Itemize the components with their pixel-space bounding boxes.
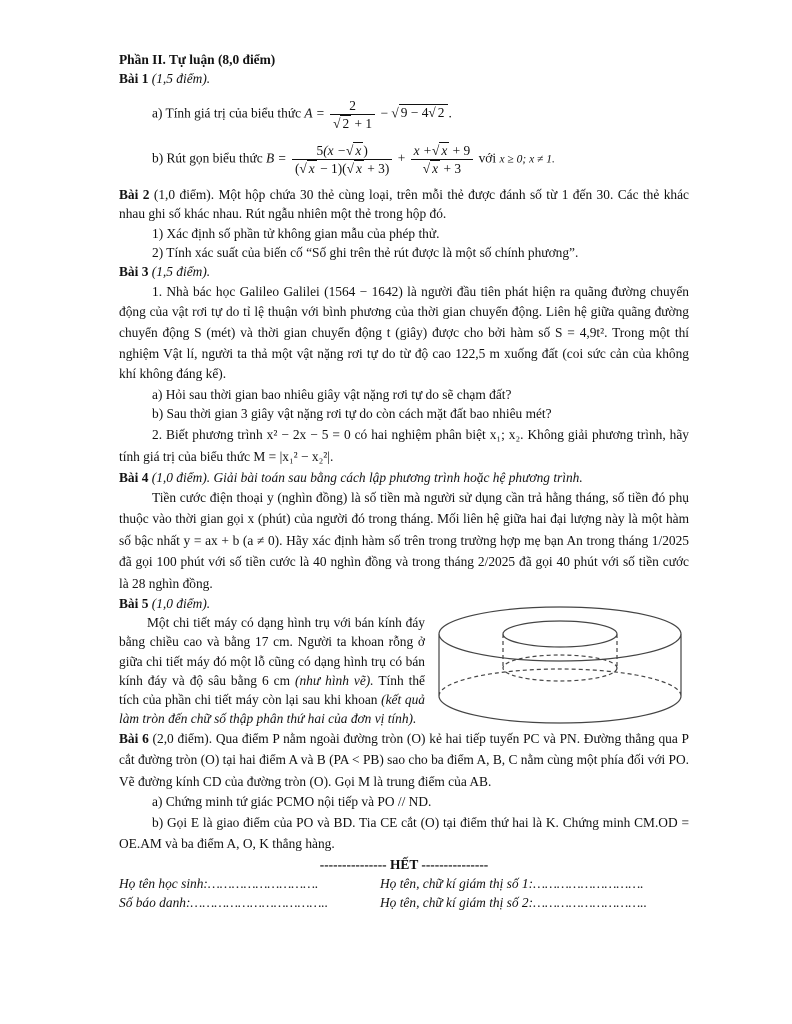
exam-page xyxy=(119,50,689,913)
bai6-qa: a) Chứng minh tứ giác PCMO nội tiếp và PO // ND. xyxy=(152,794,432,810)
bai2-q2: 2) Tính xác suất của biến cố “Số ghi trên thẻ rút được là một số chính phương”. xyxy=(152,245,579,261)
outer-bottom-back xyxy=(439,669,681,696)
bai5-text: Bài 5 (1,0 điểm). Một chi tiết máy có dạng hình trụ với bán kính đáy bằng chiều cao và bằng 17 cm. Người ta khoan rỗng ở giữa chi tiết máy đó một lỗ cũng có dạng hình trụ có bán kính đáy và độ sâu bằng 6 cm (như hình vẽ). Tính thể tích của phần chi tiết máy còn lại sau khi khoan (kết quả làm tròn đến chữ số thập phân thứ hai của đơn vị tính). xyxy=(119,596,425,727)
bai4-body: Tiền cước điện thoại y (nghìn đồng) là số tiền mà người sử dụng cần trả hằng tháng, số tiền đó phụ thuộc vào thời gian gọi x (phút) của người đó trong tháng. Mối liên hệ giữa hai đại lượng này là một hàm số bậc nhất y = ax + b (a ≠ 0). Hãy xác định hàm số trên trong trường hợp mẹ bạn An trong tháng 1/2025 đã gọi 100 phút với số tiền cước là 40 nghìn đồng và trong tháng 2/2025 đã gọi 40 phút với số tiền cước là 28 nghìn đồng. xyxy=(119,490,689,591)
bai3-p2: 2. Biết phương trình x² − 2x − 5 = 0 có hai nghiệm phân biệt x₁; x₂. Không giải phương trình, hãy tính giá trị của biểu thức M = |x₁² − x₂²|. xyxy=(119,426,689,464)
b-fraction-2: $\frac{x +√ x + 9}{√ x + 3}$ xyxy=(411,142,474,177)
bai6-qb: b) Gọi E là giao điểm của PO và BD. Tia CE cắt (O) tại điểm thứ hai là K. Chứng minh CM.OD = OE.AM và ba điểm A, O, K thẳng hàng. xyxy=(119,814,689,852)
bai1-part-a: a) Tính giá trị của biểu thức A = $\frac{2}{√ 2 + 1}$ − √ 9 − 4√ 2 . xyxy=(152,97,452,131)
bai2-q1: 1) Xác định số phần tử không gian mẫu của phép thử. xyxy=(152,225,440,241)
section-title: Phần II. Tự luận (8,0 điểm) xyxy=(119,52,276,67)
bai3-header: Bài 3 (1,5 điểm). xyxy=(119,264,211,280)
candidate-number-field: Số báo danh:…………………………….. xyxy=(119,895,329,911)
proctor2-field: Họ tên, chữ kí giám thị số 2:……………………….. xyxy=(380,895,647,911)
bai3-p1: 1. Nhà bác học Galileo Galilei (1564 − 1642) là người đầu tiên phát hiện ra quãng đường chuyển động của vật rơi tự do tỉ lệ thuận với bình phương của thời gian chuyển động. Liên hệ giữa quãng đường chuyển động S (mét) và thời gian chuyển động t (giây) được cho bởi hàm số S = 4,9t². Trong một thí nghiệm Vật lí, người ta thả một vật nặng rơi tự do từ độ cao 122,5 m xuống đất (coi sức cản của không khí không đáng kể). xyxy=(119,283,689,382)
bai3-qb: b) Sau thời gian 3 giây vật nặng rơi tự do còn cách mặt đất bao nhiêu mét? xyxy=(152,406,552,422)
bai1-part-b: b) Rút gọn biểu thức B = $\frac{5(x -√ x )}{(√ x - 1)(√ x + 3)}$ + $\frac{x +√ x + 9}{√ x + 3}$ với x ≥ 0; x ≠ 1. xyxy=(152,142,555,176)
outer-top-ellipse xyxy=(439,607,681,661)
b-fraction-1: $\frac{5(x -√ x )}{(√ x - 1)(√ x + 3)}$ xyxy=(292,142,392,177)
bai4-header: Bài 4 (1,0 điểm). Giải bài toán sau bằng cách lập phương trình hoặc hệ phương trình. xyxy=(119,469,583,485)
cylinder-figure xyxy=(434,600,692,728)
proctor1-field: Họ tên, chữ kí giám thị số 1:………………………. xyxy=(380,875,644,891)
footer-row-1 xyxy=(119,874,689,893)
bai5-block xyxy=(119,594,689,728)
outer-bottom-front xyxy=(439,696,681,723)
bai6-intro: Bài 6 (2,0 điểm). Qua điểm P nằm ngoài đường tròn (O) kẻ hai tiếp tuyến PC và PN. Đường thẳng qua P cắt đường tròn (O) tại hai điểm A và B (PA < PB) sao cho ba điểm A, B, C nằm cùng một phía đối với PO. Vẽ đường kính CD của đường tròn (O). Gọi M là trung điểm của AB. xyxy=(119,731,689,789)
end-mark: --------------- HẾT --------------- xyxy=(319,856,489,872)
bai1-header: Bài 1 (1,5 điểm). xyxy=(119,71,211,87)
bai3-qa: a) Hỏi sau thời gian bao nhiêu giây vật nặng rơi tự do sẽ chạm đất? xyxy=(152,386,512,402)
a-fraction: $\frac{2}{√ 2 + 1}$ xyxy=(330,97,375,132)
student-name-field: Họ tên học sinh:………………………. xyxy=(119,875,319,891)
hole-top-ellipse xyxy=(503,621,617,647)
bai2-intro: Bài 2 (1,0 điểm). Một hộp chứa 30 thẻ cùng loại, trên mỗi thẻ được đánh số từ 1 đến 30. Các thẻ khác nhau ghi số khác nhau. Rút ngẫu nhiên một thẻ trong hộp đó. xyxy=(119,186,690,222)
hole-bottom-ellipse xyxy=(503,655,617,681)
footer-row-2 xyxy=(119,893,689,912)
